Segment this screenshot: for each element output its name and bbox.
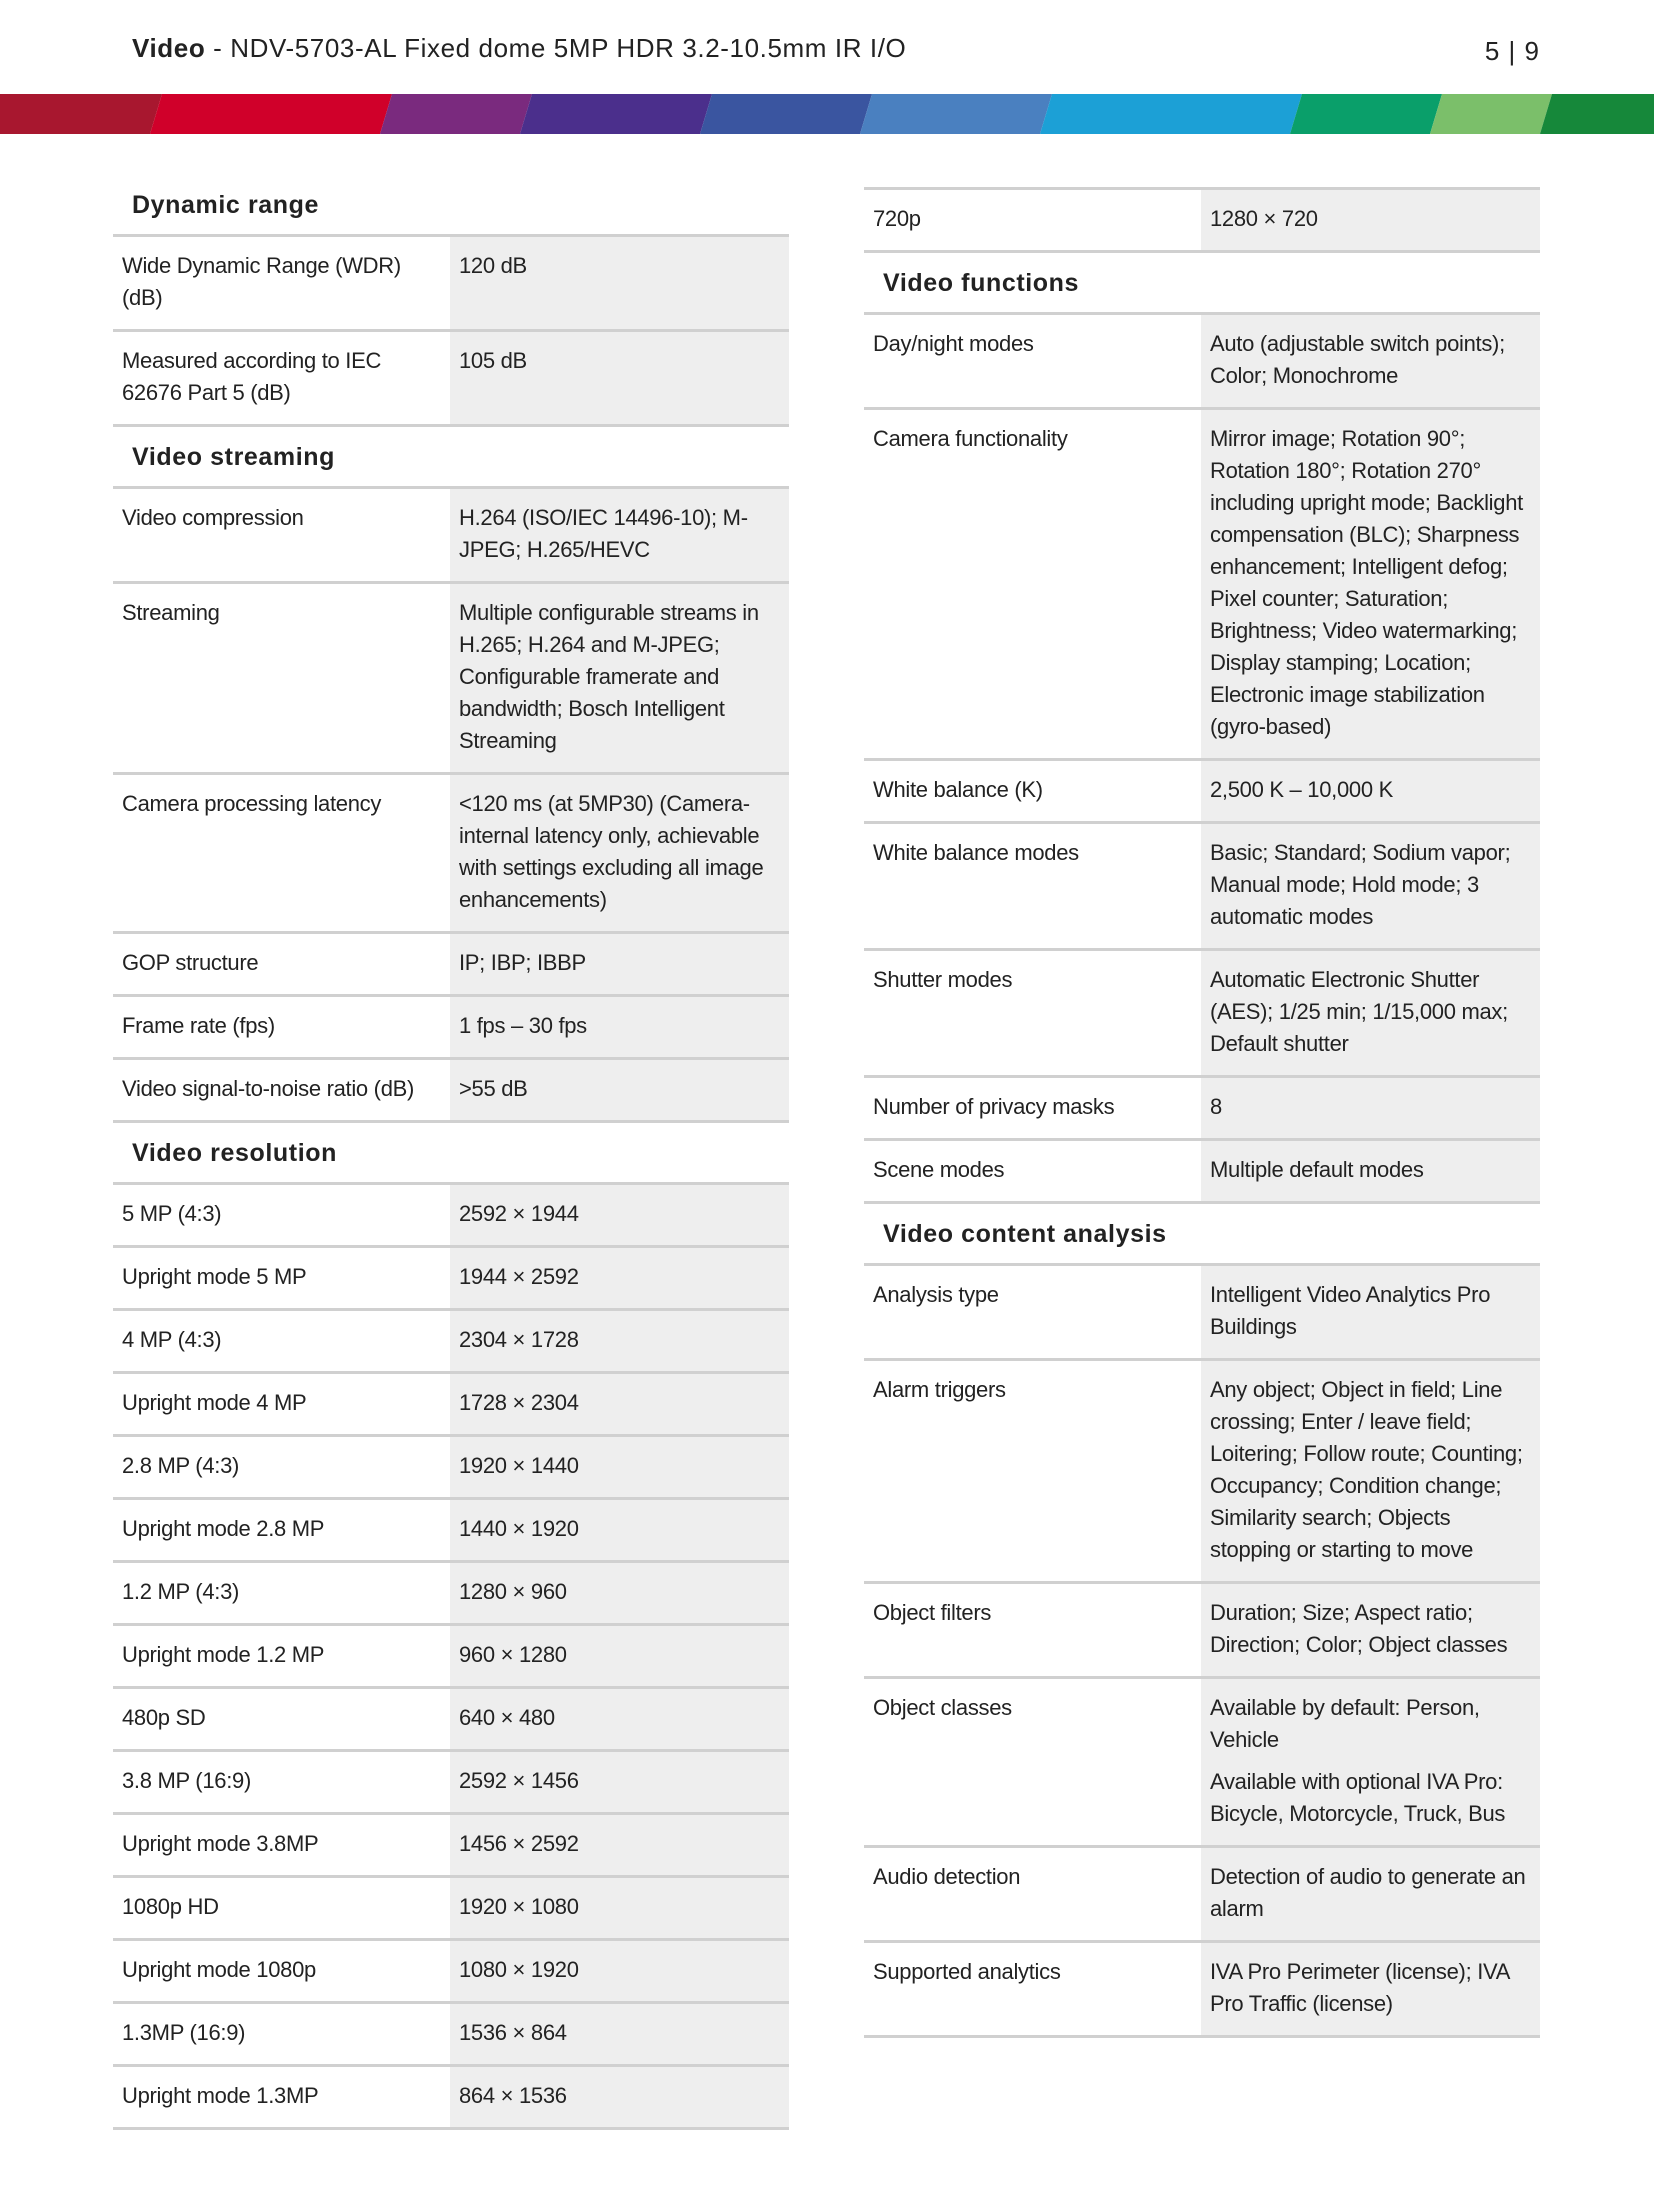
spec-row bbox=[864, 950, 1540, 1077]
spec-label: Upright mode 1.3MP bbox=[113, 2066, 450, 2129]
spec-value-line: 120 dB bbox=[459, 253, 527, 278]
spec-value-line: 1920 × 1440 bbox=[459, 1453, 579, 1478]
section-video-functions bbox=[864, 252, 1540, 314]
brand-color-band bbox=[0, 94, 1654, 134]
spec-row bbox=[864, 1847, 1540, 1942]
spec-row bbox=[113, 2003, 789, 2066]
spec-row bbox=[113, 236, 789, 331]
spec-value bbox=[1201, 823, 1540, 950]
spec-value bbox=[450, 1688, 789, 1751]
spec-value-line: H.264 (ISO/IEC 14496-10); M-JPEG; H.265/HEVC bbox=[459, 505, 748, 562]
spec-value bbox=[450, 774, 789, 933]
spec-value-line: 864 × 1536 bbox=[459, 2083, 567, 2108]
spec-value bbox=[450, 1373, 789, 1436]
spec-value-line: Available with optional IVA Pro: Bicycle, Motorcycle, Truck, Bus bbox=[1210, 1769, 1506, 1826]
spec-label: Upright mode 4 MP bbox=[113, 1373, 450, 1436]
spec-row bbox=[864, 760, 1540, 823]
spec-value-line: Automatic Electronic Shutter (AES); 1/25 min; 1/15,000 max; Default shutter bbox=[1210, 967, 1508, 1056]
spec-row bbox=[113, 583, 789, 774]
spec-row bbox=[113, 933, 789, 996]
band-segment bbox=[1290, 94, 1442, 134]
spec-value bbox=[1201, 1942, 1540, 2037]
spec-label: White balance (K) bbox=[864, 760, 1201, 823]
spec-value-line: Intelligent Video Analytics Pro Buildings bbox=[1210, 1282, 1491, 1339]
spec-row bbox=[113, 1940, 789, 2003]
spec-label: Upright mode 2.8 MP bbox=[113, 1499, 450, 1562]
spec-value bbox=[450, 1940, 789, 2003]
spec-row bbox=[864, 189, 1540, 252]
section-video-streaming bbox=[113, 426, 789, 488]
spec-value bbox=[450, 1059, 789, 1122]
spec-row bbox=[113, 488, 789, 583]
spec-row bbox=[113, 1184, 789, 1247]
title-category: Video bbox=[132, 33, 206, 63]
spec-value-line: 105 dB bbox=[459, 348, 527, 373]
spec-table-left bbox=[113, 175, 789, 2130]
spec-label: Object filters bbox=[864, 1583, 1201, 1678]
spec-value bbox=[450, 488, 789, 583]
spec-value bbox=[450, 1625, 789, 1688]
spec-label: Video signal-to-noise ratio (dB) bbox=[113, 1059, 450, 1122]
spec-row bbox=[113, 774, 789, 933]
spec-value bbox=[1201, 1583, 1540, 1678]
spec-value-line: Any object; Object in field; Line crossing; Enter / leave field; Loitering; Follow route; Counting; Occupancy; Condition change; Similarity search; Objects stopping or starting to move bbox=[1210, 1377, 1523, 1562]
spec-value-line: Available by default: Person, Vehicle bbox=[1210, 1695, 1480, 1752]
spec-row bbox=[113, 1059, 789, 1122]
spec-label: Streaming bbox=[113, 583, 450, 774]
band-segment bbox=[1040, 94, 1302, 134]
band-segment bbox=[1430, 94, 1552, 134]
spec-value bbox=[450, 1436, 789, 1499]
spec-label: Upright mode 1080p bbox=[113, 1940, 450, 2003]
spec-label: Video compression bbox=[113, 488, 450, 583]
spec-label: GOP structure bbox=[113, 933, 450, 996]
spec-value bbox=[1201, 950, 1540, 1077]
band-segment bbox=[860, 94, 1052, 134]
spec-label: 1.3MP (16:9) bbox=[113, 2003, 450, 2066]
spec-row bbox=[864, 314, 1540, 409]
spec-label: 4 MP (4:3) bbox=[113, 1310, 450, 1373]
section-dynamic-range bbox=[113, 175, 789, 236]
spec-label: 3.8 MP (16:9) bbox=[113, 1751, 450, 1814]
spec-label: Object classes bbox=[864, 1678, 1201, 1847]
spec-value bbox=[450, 1751, 789, 1814]
spec-row bbox=[864, 1942, 1540, 2037]
spec-value-line: 2,500 K – 10,000 K bbox=[1210, 777, 1393, 802]
section-heading: Video resolution bbox=[113, 1122, 789, 1184]
section-heading: Video functions bbox=[864, 252, 1540, 314]
spec-row bbox=[113, 1499, 789, 1562]
spec-label: Analysis type bbox=[864, 1265, 1201, 1360]
spec-value-line: 2592 × 1456 bbox=[459, 1768, 579, 1793]
spec-value-line: IP; IBP; IBBP bbox=[459, 950, 586, 975]
spec-value-line: Basic; Standard; Sodium vapor; Manual mode; Hold mode; 3 automatic modes bbox=[1210, 840, 1511, 929]
spec-value bbox=[450, 583, 789, 774]
band-segment bbox=[150, 94, 392, 134]
left-column bbox=[113, 175, 789, 2130]
spec-label: 5 MP (4:3) bbox=[113, 1184, 450, 1247]
spec-value-line: Mirror image; Rotation 90°; Rotation 180°; Rotation 270° including upright mode; Backlight compensation (BLC); Sharpness enhancement; Intelligent defog; Pixel counter; Saturation; Brightness; Video watermarking; Display stamping; Location; Electronic image stabilization (gyro-based) bbox=[1210, 426, 1523, 739]
band-segment bbox=[380, 94, 532, 134]
page-header bbox=[0, 0, 1654, 95]
spec-table-right bbox=[864, 187, 1540, 2038]
spec-value-line: 2304 × 1728 bbox=[459, 1327, 579, 1352]
spec-value bbox=[450, 1499, 789, 1562]
section-heading: Dynamic range bbox=[113, 175, 789, 236]
spec-label: Audio detection bbox=[864, 1847, 1201, 1942]
spec-value bbox=[450, 1310, 789, 1373]
spec-row bbox=[864, 1140, 1540, 1203]
spec-label: Camera processing latency bbox=[113, 774, 450, 933]
spec-value-line: 1280 × 960 bbox=[459, 1579, 567, 1604]
spec-value-line: 1280 × 720 bbox=[1210, 206, 1318, 231]
spec-label: 1080p HD bbox=[113, 1877, 450, 1940]
section-video-resolution bbox=[113, 1122, 789, 1184]
spec-value-line: Multiple configurable streams in H.265; H.264 and M-JPEG; Configurable framerate and bandwidth; Bosch Intelligent Streaming bbox=[459, 600, 759, 753]
spec-value-line: 1440 × 1920 bbox=[459, 1516, 579, 1541]
spec-value-line: 1728 × 2304 bbox=[459, 1390, 579, 1415]
spec-value-line: 8 bbox=[1210, 1094, 1222, 1119]
spec-value-line: Multiple default modes bbox=[1210, 1157, 1424, 1182]
spec-value-line: Duration; Size; Aspect ratio; Direction; Color; Object classes bbox=[1210, 1600, 1508, 1657]
spec-row bbox=[113, 1814, 789, 1877]
spec-row bbox=[864, 823, 1540, 950]
spec-row bbox=[113, 1877, 789, 1940]
spec-value bbox=[1201, 1360, 1540, 1583]
spec-value-line: Detection of audio to generate an alarm bbox=[1210, 1864, 1526, 1921]
spec-value-line: 640 × 480 bbox=[459, 1705, 555, 1730]
spec-row bbox=[113, 1625, 789, 1688]
spec-row bbox=[113, 1688, 789, 1751]
spec-value-line: 1080 × 1920 bbox=[459, 1957, 579, 1982]
spec-value bbox=[450, 1877, 789, 1940]
section-heading: Video streaming bbox=[113, 426, 789, 488]
spec-value bbox=[1201, 1140, 1540, 1203]
spec-row bbox=[864, 1678, 1540, 1847]
spec-value-line: 1944 × 2592 bbox=[459, 1264, 579, 1289]
spec-value bbox=[1201, 1847, 1540, 1942]
spec-value bbox=[450, 1562, 789, 1625]
spec-row bbox=[113, 1310, 789, 1373]
spec-value-line: 2592 × 1944 bbox=[459, 1201, 579, 1226]
spec-label: White balance modes bbox=[864, 823, 1201, 950]
spec-row bbox=[864, 1265, 1540, 1360]
spec-label: Number of privacy masks bbox=[864, 1077, 1201, 1140]
spec-row bbox=[864, 1583, 1540, 1678]
section-video-content-analysis bbox=[864, 1203, 1540, 1265]
spec-value bbox=[450, 2003, 789, 2066]
spec-value-line: <120 ms (at 5MP30) (Camera-internal latency only, achievable with settings excluding all image enhancements) bbox=[459, 791, 764, 912]
spec-label: Scene modes bbox=[864, 1140, 1201, 1203]
spec-row bbox=[113, 1751, 789, 1814]
spec-row bbox=[864, 409, 1540, 760]
spec-label: 1.2 MP (4:3) bbox=[113, 1562, 450, 1625]
spec-label: 720p bbox=[864, 189, 1201, 252]
spec-value-line: 1920 × 1080 bbox=[459, 1894, 579, 1919]
spec-row bbox=[113, 996, 789, 1059]
spec-value bbox=[450, 933, 789, 996]
spec-label: Upright mode 5 MP bbox=[113, 1247, 450, 1310]
spec-label: Shutter modes bbox=[864, 950, 1201, 1077]
spec-value-line: 1536 × 864 bbox=[459, 2020, 567, 2045]
spec-value bbox=[1201, 314, 1540, 409]
band-segment bbox=[520, 94, 712, 134]
spec-value bbox=[450, 2066, 789, 2129]
page-number: 5 | 9 bbox=[1484, 36, 1540, 66]
spec-value-line: Auto (adjustable switch points); Color; Monochrome bbox=[1210, 331, 1505, 388]
spec-value bbox=[1201, 760, 1540, 823]
band-segment bbox=[0, 94, 162, 134]
spec-label: Measured according to IEC 62676 Part 5 (dB) bbox=[113, 331, 450, 426]
spec-label: Frame rate (fps) bbox=[113, 996, 450, 1059]
title-product: - NDV-5703-AL Fixed dome 5MP HDR 3.2-10.5mm IR I/O bbox=[205, 33, 907, 63]
spec-value bbox=[1201, 1077, 1540, 1140]
spec-value-line: 1456 × 2592 bbox=[459, 1831, 579, 1856]
spec-value bbox=[1201, 189, 1540, 252]
spec-row bbox=[113, 1247, 789, 1310]
spec-label: Upright mode 3.8MP bbox=[113, 1814, 450, 1877]
band-segment bbox=[700, 94, 872, 134]
document-title bbox=[132, 33, 906, 64]
section-heading: Video content analysis bbox=[864, 1203, 1540, 1265]
spec-value-line: 1 fps – 30 fps bbox=[459, 1013, 587, 1038]
spec-row bbox=[113, 2066, 789, 2129]
spec-label: Wide Dynamic Range (WDR) (dB) bbox=[113, 236, 450, 331]
spec-label: 2.8 MP (4:3) bbox=[113, 1436, 450, 1499]
spec-value bbox=[450, 1184, 789, 1247]
spec-value-line: IVA Pro Perimeter (license); IVA Pro Traffic (license) bbox=[1210, 1959, 1509, 2016]
spec-value-line: >55 dB bbox=[459, 1076, 528, 1101]
spec-value bbox=[450, 996, 789, 1059]
brand-band-graphic bbox=[0, 94, 1654, 134]
spec-row bbox=[864, 1077, 1540, 1140]
spec-label: 480p SD bbox=[113, 1688, 450, 1751]
spec-value bbox=[1201, 409, 1540, 760]
spec-row bbox=[113, 331, 789, 426]
spec-value bbox=[1201, 1678, 1540, 1847]
spec-row bbox=[113, 1562, 789, 1625]
spec-row bbox=[113, 1373, 789, 1436]
spec-value bbox=[450, 236, 789, 331]
spec-row bbox=[864, 1360, 1540, 1583]
spec-value bbox=[450, 1814, 789, 1877]
spec-label: Day/night modes bbox=[864, 314, 1201, 409]
spec-row bbox=[113, 1436, 789, 1499]
spec-value bbox=[450, 331, 789, 426]
spec-value bbox=[450, 1247, 789, 1310]
spec-value-line: 960 × 1280 bbox=[459, 1642, 567, 1667]
spec-label: Camera functionality bbox=[864, 409, 1201, 760]
band-segment bbox=[1540, 94, 1654, 134]
spec-label: Upright mode 1.2 MP bbox=[113, 1625, 450, 1688]
spec-label: Supported analytics bbox=[864, 1942, 1201, 2037]
spec-value bbox=[1201, 1265, 1540, 1360]
spec-label: Alarm triggers bbox=[864, 1360, 1201, 1583]
right-column bbox=[864, 187, 1540, 2038]
